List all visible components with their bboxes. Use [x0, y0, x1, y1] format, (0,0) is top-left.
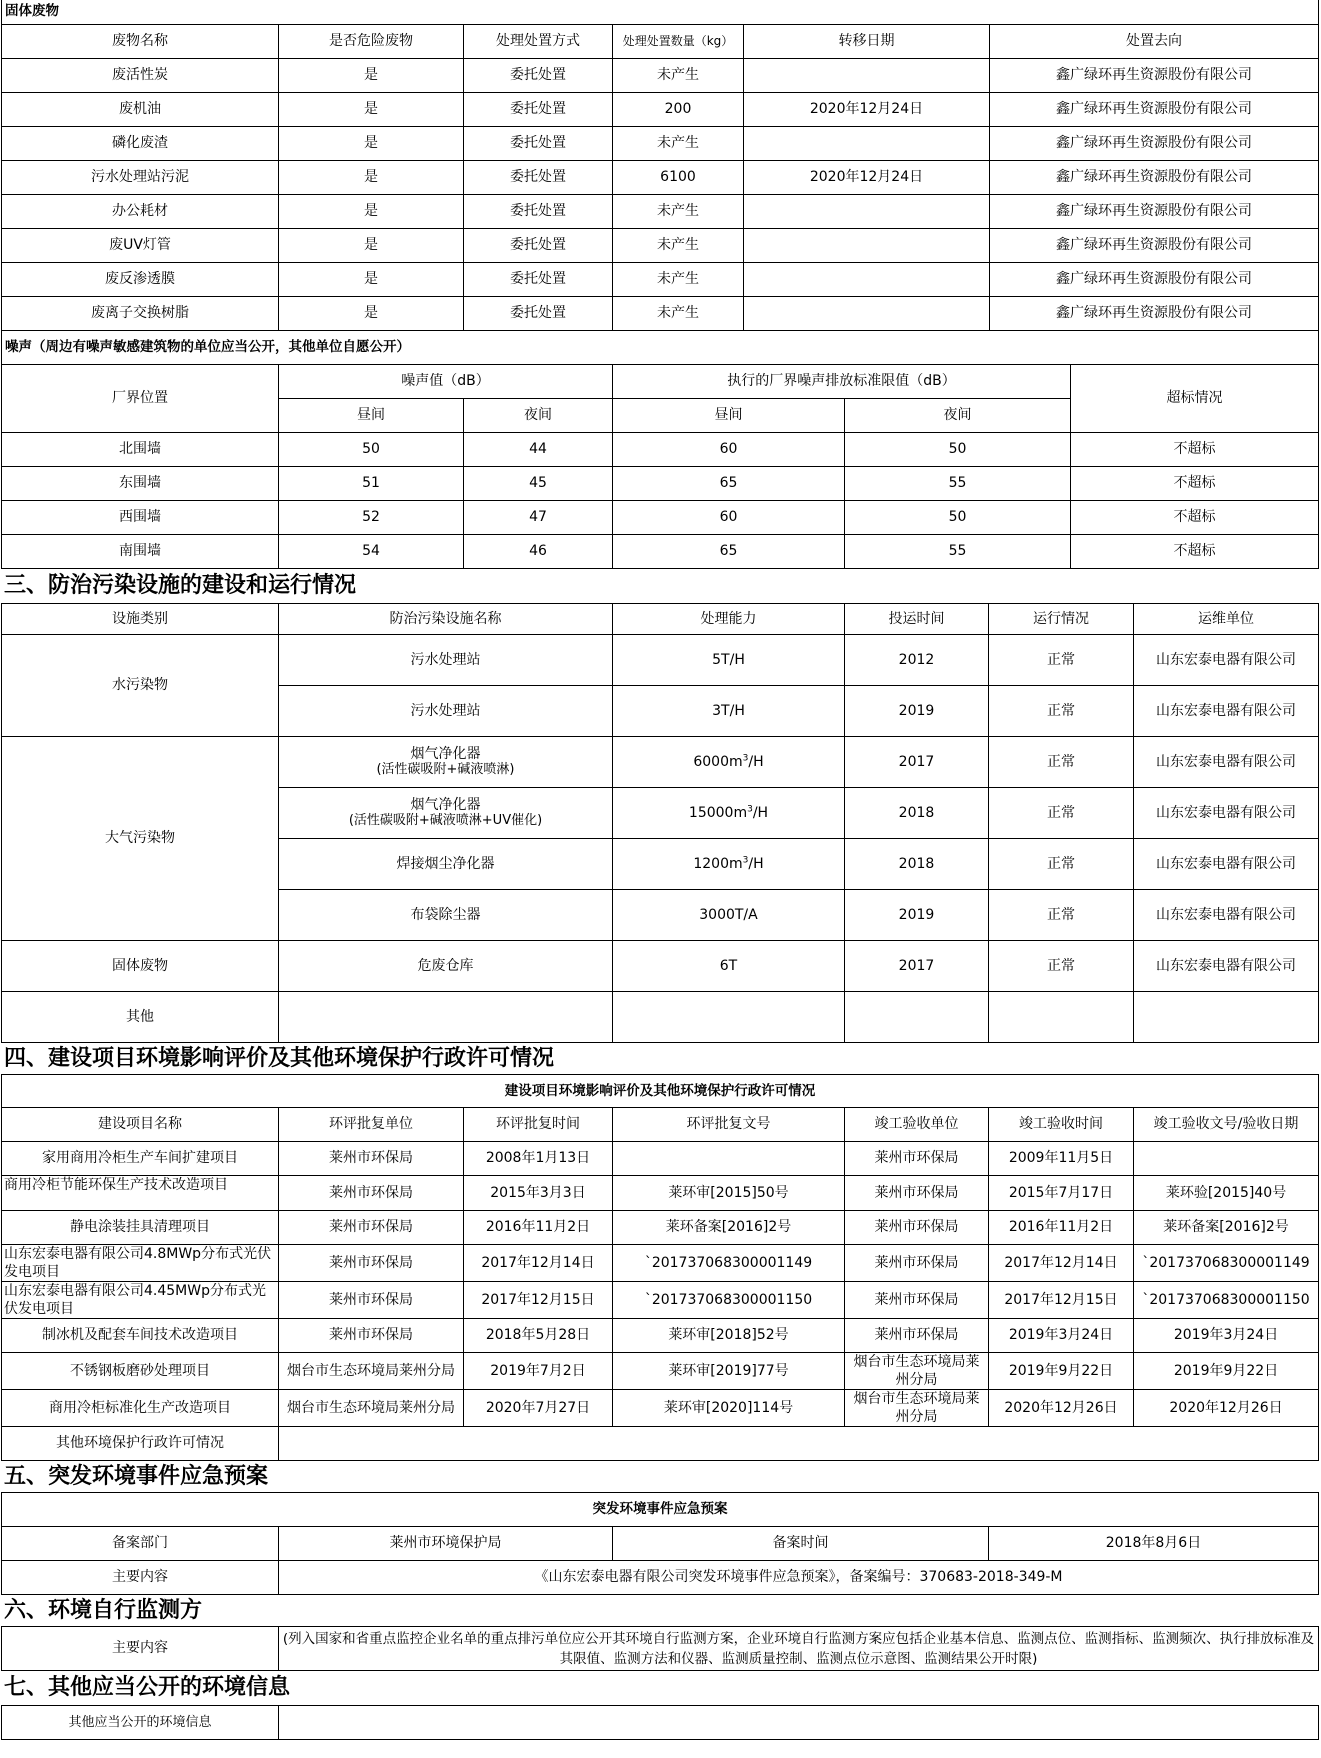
filing-dept-value: 莱州市环境保护局 [279, 1527, 613, 1561]
hazardous-flag: 是 [279, 160, 464, 194]
destination: 鑫广绿环再生资源股份有限公司 [990, 58, 1319, 92]
header-disposal-quantity: 处理处置数量（kg） [613, 24, 744, 58]
table-row [2, 296, 1319, 330]
section-heading-other-info: 七、其他应当公开的环境信息 [4, 1675, 291, 1700]
waste-name: 废活性炭 [2, 58, 279, 92]
capacity-exponent: 3 [747, 803, 753, 814]
capacity-value: 3000T/A [699, 906, 758, 923]
emergency-subtitle-row [2, 1493, 1319, 1527]
transfer-date: 2020年12月24日 [744, 160, 990, 194]
acceptance-date: 2017年12月14日 [989, 1245, 1134, 1282]
facility-year: 2012 [845, 635, 989, 686]
header-acceptance-unit: 竣工验收单位 [845, 1108, 989, 1142]
header-acceptance-date: 竣工验收时间 [989, 1108, 1134, 1142]
acceptance-date: 2020年12月26日 [989, 1390, 1134, 1427]
table-row [2, 467, 1319, 501]
filing-time-label: 备案时间 [613, 1527, 989, 1561]
facility-capacity [613, 890, 845, 941]
acceptance-unit: 莱州市环保局 [845, 1142, 989, 1176]
acceptance-doc: `201737068300001150 [1134, 1282, 1319, 1319]
table-row [2, 1282, 1319, 1319]
facility-capacity: 6T [613, 941, 845, 992]
table-row [2, 194, 1319, 228]
boundary-position: 西围墙 [2, 501, 279, 535]
standard-day: 65 [613, 535, 845, 569]
header-maintenance-unit: 运维单位 [1134, 604, 1319, 635]
emergency-content-label: 主要内容 [2, 1561, 279, 1595]
acceptance-date: 2017年12月15日 [989, 1282, 1134, 1319]
noise-body [2, 433, 1319, 569]
header-facility-name: 防治污染设施名称 [279, 604, 613, 635]
monitoring-content-label: 主要内容 [2, 1627, 279, 1671]
table-row [2, 1319, 1319, 1353]
table-row [2, 941, 1319, 992]
hazardous-flag: 是 [279, 92, 464, 126]
facility-name [279, 788, 613, 839]
noise-title-row [2, 331, 1319, 365]
facility-name: 污水处理站 [279, 635, 613, 686]
eia-doc-no: `201737068300001149 [613, 1245, 845, 1282]
eia-doc-no: 莱环审[2019]77号 [613, 1353, 845, 1390]
disposal-quantity: 未产生 [613, 194, 744, 228]
facility-name-main: 焊接烟尘净化器 [396, 856, 495, 872]
project-name: 家用商用冷柜生产车间扩建项目 [2, 1142, 279, 1176]
eia-approver: 烟台市生态环境局莱州分局 [279, 1390, 464, 1427]
disposal-quantity: 未产生 [613, 262, 744, 296]
acceptance-doc: 莱环备案[2016]2号 [1134, 1211, 1319, 1245]
other-info-table [1, 1705, 1319, 1740]
acceptance-date: 2009年11月5日 [989, 1142, 1134, 1176]
eia-date: 2020年7月27日 [464, 1390, 613, 1427]
header-standard-night: 夜间 [845, 399, 1071, 433]
hazardous-flag: 是 [279, 126, 464, 160]
eia-other-value [279, 1427, 1319, 1461]
facility-name-sub: (活性碳吸附+碱液喷淋+UV催化) [348, 813, 543, 828]
eia-body [2, 1142, 1319, 1427]
eia-approver: 莱州市环保局 [279, 1142, 464, 1176]
acceptance-date: 2019年3月24日 [989, 1319, 1134, 1353]
acceptance-unit: 莱州市环保局 [845, 1319, 989, 1353]
standard-night: 55 [845, 535, 1071, 569]
acceptance-doc: 莱环验[2015]40号 [1134, 1176, 1319, 1211]
facility-year: 2019 [845, 686, 989, 737]
section-heading-eia: 四、建设项目环境影响评价及其他环境保护行政许可情况 [4, 1046, 555, 1071]
destination: 鑫广绿环再生资源股份有限公司 [990, 92, 1319, 126]
section-heading-monitoring: 六、环境自行监测方 [4, 1598, 203, 1623]
standard-day: 60 [613, 433, 845, 467]
destination: 鑫广绿环再生资源股份有限公司 [990, 194, 1319, 228]
facility-unit: 山东宏泰电器有限公司 [1134, 890, 1319, 941]
acceptance-unit: 莱州市环保局 [845, 1176, 989, 1211]
project-name: 商用冷柜标准化生产改造项目 [2, 1390, 279, 1427]
eia-approver: 莱州市环保局 [279, 1211, 464, 1245]
acceptance-date: 2016年11月2日 [989, 1211, 1134, 1245]
eia-subtitle-row [2, 1075, 1319, 1108]
noise-night: 47 [464, 501, 613, 535]
facility-name [279, 737, 613, 788]
eia-date: 2017年12月15日 [464, 1282, 613, 1319]
acceptance-doc: `201737068300001149 [1134, 1245, 1319, 1282]
facilities-table [1, 603, 1319, 1043]
waste-name: 废离子交换树脂 [2, 296, 279, 330]
transfer-date [744, 194, 990, 228]
facility-name-main: 布袋除尘器 [410, 907, 481, 923]
eia-approver: 莱州市环保局 [279, 1176, 464, 1211]
acceptance-doc: 2019年3月24日 [1134, 1319, 1319, 1353]
facilities-header-row [2, 604, 1319, 635]
empty-cell [279, 992, 613, 1043]
disposal-quantity: 6100 [613, 160, 744, 194]
empty-cell [613, 992, 845, 1043]
section-heading-emergency: 五、突发环境事件应急预案 [4, 1464, 269, 1489]
eia-date: 2008年1月13日 [464, 1142, 613, 1176]
project-name: 静电涂装挂具清理项目 [2, 1211, 279, 1245]
filing-dept-label: 备案部门 [2, 1527, 279, 1561]
transfer-date [744, 296, 990, 330]
table-row [2, 501, 1319, 535]
empty-cell [845, 992, 989, 1043]
monitoring-row [2, 1627, 1319, 1671]
facility-name-main: 烟气净化器 [410, 797, 481, 813]
table-row [2, 635, 1319, 686]
header-destination: 处置去向 [990, 24, 1319, 58]
solid-waste-title: 固体废物 [2, 0, 1319, 24]
disposal-method: 委托处置 [464, 228, 613, 262]
facility-status: 正常 [989, 686, 1134, 737]
solid-waste-header-row [2, 24, 1319, 58]
other-info-label: 其他应当公开的环境信息 [2, 1706, 279, 1740]
standard-night: 55 [845, 467, 1071, 501]
acceptance-date: 2015年7月17日 [989, 1176, 1134, 1211]
table-row [2, 160, 1319, 194]
category-solid: 固体废物 [2, 941, 279, 992]
table-row [2, 737, 1319, 788]
table-row [2, 992, 1319, 1043]
hazardous-flag: 是 [279, 58, 464, 92]
eia-date: 2018年5月28日 [464, 1319, 613, 1353]
header-disposal-method: 处理处置方式 [464, 24, 613, 58]
project-name: 山东宏泰电器有限公司4.8MWp分布式光伏发电项目 [2, 1245, 279, 1282]
facility-capacity [613, 788, 845, 839]
disposal-method: 委托处置 [464, 126, 613, 160]
acceptance-unit: 莱州市环保局 [845, 1245, 989, 1282]
facility-unit: 山东宏泰电器有限公司 [1134, 941, 1319, 992]
disposal-quantity: 200 [613, 92, 744, 126]
facility-status: 正常 [989, 788, 1134, 839]
exceed-status: 不超标 [1071, 467, 1319, 501]
air-facilities-body [2, 737, 1319, 941]
boundary-position: 北围墙 [2, 433, 279, 467]
eia-doc-no [613, 1142, 845, 1176]
header-eia-approver: 环评批复单位 [279, 1108, 464, 1142]
facility-capacity [613, 839, 845, 890]
facility-year: 2018 [845, 839, 989, 890]
acceptance-unit: 莱州市环保局 [845, 1211, 989, 1245]
table-row [2, 262, 1319, 296]
acceptance-unit: 莱州市环保局 [845, 1282, 989, 1319]
noise-table [1, 331, 1319, 570]
facility-capacity [613, 737, 845, 788]
emergency-content-row [2, 1561, 1319, 1595]
waste-name: 磷化废渣 [2, 126, 279, 160]
waste-name: 废UV灯管 [2, 228, 279, 262]
table-row [2, 1353, 1319, 1390]
facility-unit: 山东宏泰电器有限公司 [1134, 635, 1319, 686]
boundary-position: 东围墙 [2, 467, 279, 501]
table-row [2, 535, 1319, 569]
facility-name: 危废仓库 [279, 941, 613, 992]
exceed-status: 不超标 [1071, 535, 1319, 569]
facility-status: 正常 [989, 635, 1134, 686]
facility-year: 2017 [845, 941, 989, 992]
table-row [2, 1176, 1319, 1211]
waste-name: 污水处理站污泥 [2, 160, 279, 194]
project-name: 制冰机及配套车间技术改造项目 [2, 1319, 279, 1353]
noise-day: 50 [279, 433, 464, 467]
table-row [2, 1245, 1319, 1282]
transfer-date [744, 228, 990, 262]
transfer-date [744, 126, 990, 160]
capacity-value: 6000m [693, 753, 743, 770]
eia-other-row [2, 1427, 1319, 1461]
facility-year: 2018 [845, 788, 989, 839]
eia-doc-no: `201737068300001150 [613, 1282, 845, 1319]
capacity-value: 15000m [688, 804, 748, 821]
eia-date: 2017年12月14日 [464, 1245, 613, 1282]
transfer-date [744, 262, 990, 296]
waste-name: 废反渗透膜 [2, 262, 279, 296]
eia-doc-no: 莱环备案[2016]2号 [613, 1211, 845, 1245]
destination: 鑫广绿环再生资源股份有限公司 [990, 296, 1319, 330]
facility-name-sub: (活性碳吸附+碱液喷淋) [376, 762, 515, 777]
capacity-unit: /H [752, 804, 769, 821]
project-name: 山东宏泰电器有限公司4.45MWp分布式光伏发电项目 [2, 1282, 279, 1319]
header-hazardous: 是否危险废物 [279, 24, 464, 58]
eia-other-label: 其他环境保护行政许可情况 [2, 1427, 279, 1461]
destination: 鑫广绿环再生资源股份有限公司 [990, 126, 1319, 160]
header-boundary-position: 厂界位置 [2, 365, 279, 433]
header-start-time: 投运时间 [845, 604, 989, 635]
noise-header-row-1 [2, 365, 1319, 399]
eia-approver: 烟台市生态环境局莱州分局 [279, 1353, 464, 1390]
standard-day: 60 [613, 501, 845, 535]
empty-cell [1134, 992, 1319, 1043]
header-transfer-date: 转移日期 [744, 24, 990, 58]
transfer-date [744, 58, 990, 92]
header-value-day: 昼间 [279, 399, 464, 433]
header-eia-doc-no: 环评批复文号 [613, 1108, 845, 1142]
category-other: 其他 [2, 992, 279, 1043]
waste-name: 办公耗材 [2, 194, 279, 228]
standard-day: 65 [613, 467, 845, 501]
facility-unit: 山东宏泰电器有限公司 [1134, 686, 1319, 737]
boundary-position: 南围墙 [2, 535, 279, 569]
header-operation-status: 运行情况 [989, 604, 1134, 635]
noise-day: 52 [279, 501, 464, 535]
facility-status: 正常 [989, 839, 1134, 890]
emergency-subtitle: 突发环境事件应急预案 [2, 1493, 1319, 1527]
eia-doc-no: 莱环审[2018]52号 [613, 1319, 845, 1353]
header-noise-standard: 执行的厂界噪声排放标准限值（dB） [613, 365, 1071, 399]
facility-name: 污水处理站 [279, 686, 613, 737]
disposal-method: 委托处置 [464, 194, 613, 228]
disposal-quantity: 未产生 [613, 126, 744, 160]
header-project-name: 建设项目名称 [2, 1108, 279, 1142]
destination: 鑫广绿环再生资源股份有限公司 [990, 228, 1319, 262]
capacity-exponent: 3 [742, 854, 749, 865]
facility-unit: 山东宏泰电器有限公司 [1134, 737, 1319, 788]
disposal-method: 委托处置 [464, 262, 613, 296]
category-water: 水污染物 [2, 635, 279, 737]
noise-title: 噪声（周边有噪声敏感建筑物的单位应当公开，其他单位自愿公开） [2, 331, 1319, 365]
exceed-status: 不超标 [1071, 501, 1319, 535]
table-row [2, 433, 1319, 467]
monitoring-content-value: (列入国家和省重点监控企业名单的重点排污单位应公开其环境自行监测方案，企业环境自行监测方案应包括企业基本信息、监测点位、监测指标、监测频次、执行排放标准及其限值、监测方法和仪器、监测质量控制、监测点位示意图、监测结果公开时限) [279, 1627, 1319, 1671]
eia-approver: 莱州市环保局 [279, 1319, 464, 1353]
table-row [2, 1142, 1319, 1176]
emergency-filing-row [2, 1527, 1319, 1561]
acceptance-doc: 2020年12月26日 [1134, 1390, 1319, 1427]
facility-year: 2017 [845, 737, 989, 788]
empty-cell [989, 992, 1134, 1043]
noise-day: 54 [279, 535, 464, 569]
solid-waste-title-row [2, 0, 1319, 24]
transfer-date: 2020年12月24日 [744, 92, 990, 126]
waste-name: 废机油 [2, 92, 279, 126]
solid-waste-body [2, 58, 1319, 330]
project-name: 商用冷柜节能环保生产技术改造项目 [2, 1176, 279, 1211]
noise-day: 51 [279, 467, 464, 501]
eia-date: 2015年3月3日 [464, 1176, 613, 1211]
header-waste-name: 废物名称 [2, 24, 279, 58]
facility-capacity: 5T/H [613, 635, 845, 686]
emergency-content-value: 《山东宏泰电器有限公司突发环境事件应急预案》，备案编号：370683-2018-349-M [279, 1561, 1319, 1595]
table-row [2, 1390, 1319, 1427]
acceptance-unit: 烟台市生态环境局莱州分局 [845, 1390, 989, 1427]
disposal-quantity: 未产生 [613, 296, 744, 330]
header-standard-day: 昼间 [613, 399, 845, 433]
eia-date: 2016年11月2日 [464, 1211, 613, 1245]
facility-status: 正常 [989, 941, 1134, 992]
header-exceed-status: 超标情况 [1071, 365, 1319, 433]
section-heading-facilities: 三、防治污染设施的建设和运行情况 [4, 573, 357, 598]
eia-table [1, 1074, 1319, 1461]
header-value-night: 夜间 [464, 399, 613, 433]
category-air: 大气污染物 [2, 737, 279, 941]
destination: 鑫广绿环再生资源股份有限公司 [990, 262, 1319, 296]
other-info-row [2, 1706, 1319, 1740]
standard-night: 50 [845, 501, 1071, 535]
disposal-method: 委托处置 [464, 92, 613, 126]
capacity-unit: /H [748, 855, 764, 872]
solid-waste-table [1, 0, 1319, 331]
hazardous-flag: 是 [279, 194, 464, 228]
standard-night: 50 [845, 433, 1071, 467]
facility-capacity: 3T/H [613, 686, 845, 737]
filing-time-value: 2018年8月6日 [989, 1527, 1319, 1561]
capacity-unit: /H [748, 753, 764, 770]
facility-unit: 山东宏泰电器有限公司 [1134, 839, 1319, 890]
header-facility-category: 设施类别 [2, 604, 279, 635]
disposal-method: 委托处置 [464, 58, 613, 92]
capacity-value: 1200m [693, 855, 743, 872]
acceptance-unit: 烟台市生态环境局莱州分局 [845, 1353, 989, 1390]
noise-night: 44 [464, 433, 613, 467]
eia-doc-no: 莱环审[2015]50号 [613, 1176, 845, 1211]
hazardous-flag: 是 [279, 296, 464, 330]
acceptance-doc [1134, 1142, 1319, 1176]
facility-name-main: 烟气净化器 [410, 746, 481, 762]
eia-subtitle: 建设项目环境影响评价及其他环境保护行政许可情况 [2, 1075, 1319, 1108]
header-acceptance-doc: 竣工验收文号/验收日期 [1134, 1108, 1319, 1142]
destination: 鑫广绿环再生资源股份有限公司 [990, 160, 1319, 194]
header-eia-date: 环评批复时间 [464, 1108, 613, 1142]
other-info-value [279, 1706, 1319, 1740]
project-name: 不锈钢板磨砂处理项目 [2, 1353, 279, 1390]
emergency-table [1, 1492, 1319, 1595]
eia-approver: 莱州市环保局 [279, 1282, 464, 1319]
header-capacity: 处理能力 [613, 604, 845, 635]
table-row [2, 228, 1319, 262]
noise-night: 45 [464, 467, 613, 501]
disposal-method: 委托处置 [464, 160, 613, 194]
eia-date: 2019年7月2日 [464, 1353, 613, 1390]
exceed-status: 不超标 [1071, 433, 1319, 467]
hazardous-flag: 是 [279, 262, 464, 296]
facility-name [279, 890, 613, 941]
facility-status: 正常 [989, 737, 1134, 788]
facility-year: 2019 [845, 890, 989, 941]
table-row [2, 126, 1319, 160]
disposal-quantity: 未产生 [613, 228, 744, 262]
table-row [2, 1211, 1319, 1245]
capacity-exponent: 3 [742, 752, 749, 763]
facility-name [279, 839, 613, 890]
facility-status: 正常 [989, 890, 1134, 941]
header-noise-value: 噪声值（dB） [279, 365, 613, 399]
acceptance-date: 2019年9月22日 [989, 1353, 1134, 1390]
disposal-quantity: 未产生 [613, 58, 744, 92]
table-row [2, 58, 1319, 92]
acceptance-doc: 2019年9月22日 [1134, 1353, 1319, 1390]
disposal-method: 委托处置 [464, 296, 613, 330]
noise-night: 46 [464, 535, 613, 569]
table-row [2, 92, 1319, 126]
facility-unit: 山东宏泰电器有限公司 [1134, 788, 1319, 839]
monitoring-table [1, 1626, 1319, 1671]
eia-header-row [2, 1108, 1319, 1142]
eia-approver: 莱州市环保局 [279, 1245, 464, 1282]
eia-doc-no: 莱环审[2020]114号 [613, 1390, 845, 1427]
hazardous-flag: 是 [279, 228, 464, 262]
